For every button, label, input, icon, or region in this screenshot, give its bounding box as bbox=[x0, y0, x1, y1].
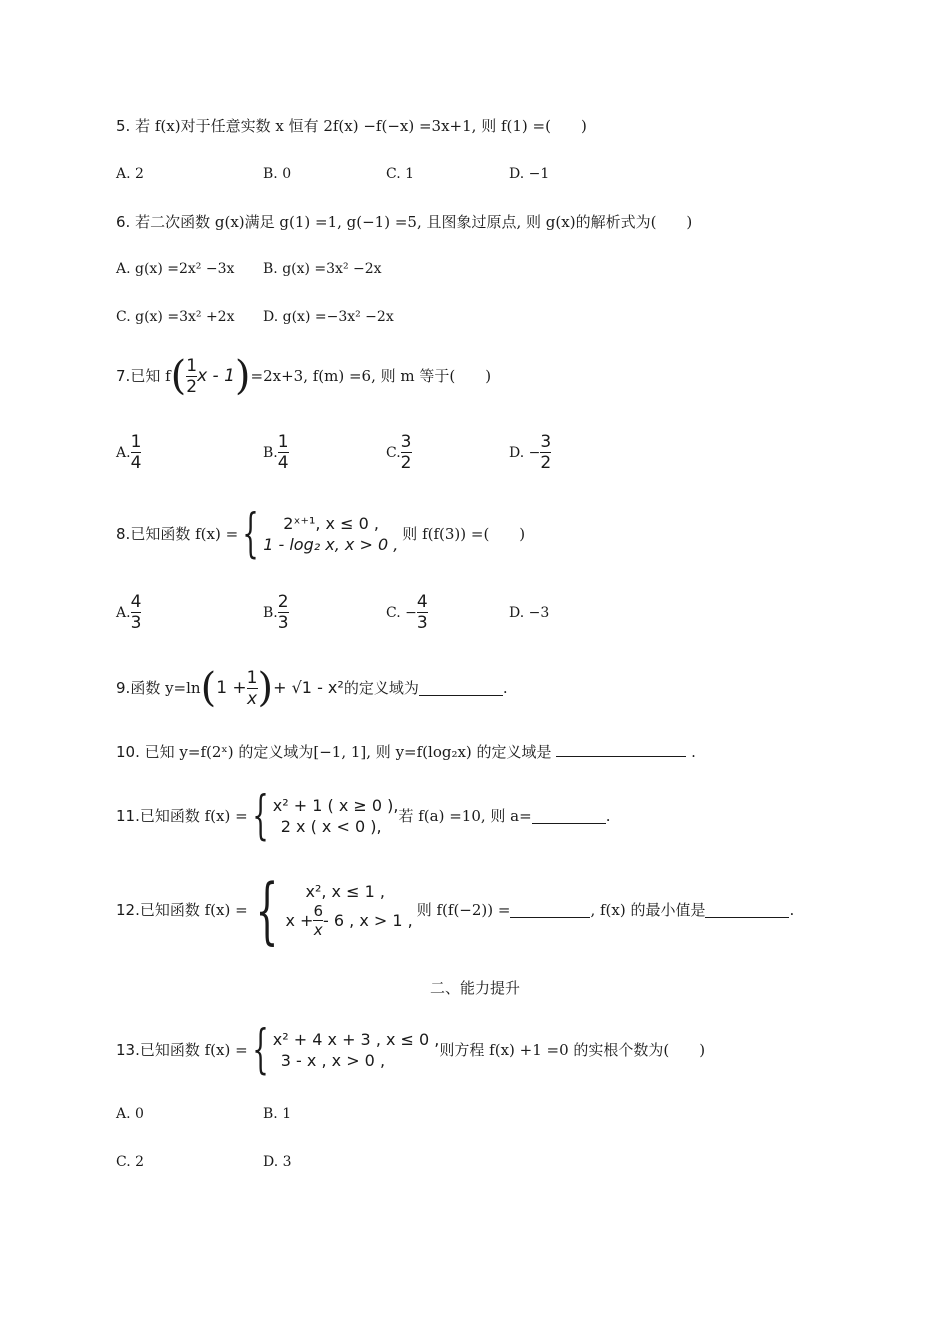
question-10 bbox=[116, 742, 696, 762]
q6-option-a: A. g(x) =2x² −3x bbox=[116, 261, 235, 277]
question-5 bbox=[116, 116, 587, 136]
q7-option-a bbox=[116, 432, 141, 473]
question-number: 7. bbox=[116, 367, 131, 385]
option-label: B. bbox=[263, 444, 278, 461]
question-number: 12. bbox=[116, 901, 140, 919]
case-1: x² + 4 x + 3 , x ≤ 0 , bbox=[272, 1030, 440, 1049]
left-paren: ( bbox=[200, 665, 217, 711]
case-1: x² + 1 ( x ≥ 0 ), bbox=[272, 796, 399, 815]
question-number: 11. bbox=[116, 807, 140, 825]
q13-option-b: B. 1 bbox=[263, 1106, 292, 1122]
q5-option-b: B. 0 bbox=[263, 166, 292, 182]
fraction-numerator: 3 bbox=[400, 432, 412, 452]
q13-option-a: A. 0 bbox=[116, 1106, 144, 1122]
q8-option-b bbox=[263, 592, 289, 633]
question-stem-post: =2x+3, f(m) =6, 则 m 等于( ) bbox=[250, 367, 492, 385]
question-number: 5. bbox=[116, 117, 131, 135]
question-stem-post: 若 f(a) =10, 则 a= bbox=[398, 807, 532, 825]
fraction bbox=[247, 668, 258, 709]
fraction-denominator: 4 bbox=[130, 453, 142, 473]
right-paren: ) bbox=[257, 665, 274, 711]
left-paren: ( bbox=[170, 353, 187, 399]
question-6 bbox=[116, 212, 692, 232]
question-11 bbox=[116, 788, 610, 844]
q7-option-b bbox=[263, 432, 289, 473]
answer-blank[interactable] bbox=[556, 742, 686, 757]
question-stem-pre: 已知函数 f(x) = bbox=[139, 807, 248, 825]
section-title: 二、能力提升 bbox=[429, 979, 520, 997]
question-stem-pre: 已知函数 f(x) = bbox=[130, 525, 239, 543]
q6-option-d: D. g(x) =−3x² −2x bbox=[263, 309, 394, 325]
question-stem: 已知 y=f(2ˣ) 的定义域为[−1, 1], 则 y=f(log₂x) 的定义域是 bbox=[144, 743, 552, 761]
fraction bbox=[186, 356, 197, 397]
question-stem-post: 则 f(f(−2)) = bbox=[416, 901, 511, 919]
fraction bbox=[131, 432, 142, 473]
left-brace: { bbox=[251, 786, 269, 846]
question-stem-pre: 函数 y=ln bbox=[130, 679, 201, 697]
fraction-numerator: 1 bbox=[246, 667, 258, 688]
fraction bbox=[417, 592, 428, 633]
q13-option-c: C. 2 bbox=[116, 1154, 145, 1170]
case-2 bbox=[286, 902, 413, 939]
end-period: . bbox=[789, 901, 795, 919]
question-number: 10. bbox=[116, 743, 140, 761]
option-label: A. bbox=[116, 604, 131, 621]
fraction-numerator: 1 bbox=[186, 355, 198, 376]
fraction-denominator: x bbox=[247, 688, 258, 709]
fraction-denominator: 4 bbox=[277, 453, 289, 473]
question-stem-pre: 已知函数 f(x) = bbox=[139, 1041, 248, 1059]
question-13 bbox=[116, 1022, 705, 1078]
fraction-numerator: 4 bbox=[130, 592, 142, 612]
question-stem: 若 f(x)对于任意实数 x 恒有 2f(x) −f(−x) =3x+1, 则 f(1) =( ) bbox=[135, 117, 587, 135]
q5-option-d: D. −1 bbox=[509, 166, 550, 182]
q6-option-b: B. g(x) =3x² −2x bbox=[263, 261, 382, 277]
piecewise-cases bbox=[273, 1029, 440, 1071]
case-2: 3 - x , x > 0 , bbox=[280, 1051, 386, 1070]
fraction-denominator: 2 bbox=[540, 453, 552, 473]
fraction bbox=[131, 592, 142, 633]
fraction bbox=[278, 432, 289, 473]
piecewise-cases bbox=[263, 513, 398, 555]
answer-blank-1[interactable] bbox=[510, 903, 590, 918]
sqrt-expr: + √1 - x² bbox=[273, 678, 344, 697]
q8-option-c bbox=[386, 592, 428, 633]
q5-option-a: A. 2 bbox=[116, 166, 144, 182]
fraction bbox=[401, 432, 412, 473]
question-9 bbox=[116, 660, 508, 716]
option-label: D. − bbox=[509, 444, 541, 461]
q7-option-c bbox=[386, 432, 412, 473]
fraction-denominator: 2 bbox=[186, 376, 198, 397]
end-period: . bbox=[691, 743, 696, 761]
fraction-numerator: 2 bbox=[277, 592, 289, 612]
question-number: 6. bbox=[116, 213, 131, 231]
q8-option-a bbox=[116, 592, 141, 633]
question-stem-post: 则方程 f(x) +1 =0 的实根个数为( ) bbox=[439, 1041, 706, 1059]
q6-option-c: C. g(x) =3x² +2x bbox=[116, 309, 235, 325]
answer-blank[interactable] bbox=[419, 681, 503, 696]
case-2-part-b: - 6 , x > 1 , bbox=[323, 911, 413, 930]
case-2: 1 - log₂ x, x > 0 , bbox=[263, 535, 399, 554]
question-number: 9. bbox=[116, 679, 131, 697]
fraction-denominator: 2 bbox=[400, 453, 412, 473]
question-7 bbox=[116, 348, 491, 404]
fraction-numerator: 1 bbox=[277, 432, 289, 452]
q13-option-d: D. 3 bbox=[263, 1154, 292, 1170]
question-stem-post: 的定义域为 bbox=[343, 679, 419, 697]
question-number: 13. bbox=[116, 1041, 140, 1059]
question-stem-mid: , f(x) 的最小值是 bbox=[590, 901, 706, 919]
fraction bbox=[278, 592, 289, 633]
piecewise-cases bbox=[273, 795, 399, 837]
option-label: B. bbox=[263, 604, 278, 621]
fraction-denominator: x bbox=[313, 921, 323, 939]
fraction bbox=[540, 432, 551, 473]
case-2-part-a: x + bbox=[285, 911, 314, 930]
fraction-denominator: 3 bbox=[416, 613, 428, 633]
case-1: 2ˣ⁺¹, x ≤ 0 , bbox=[283, 514, 379, 533]
end-period: . bbox=[605, 807, 611, 825]
q5-option-c: C. 1 bbox=[386, 166, 415, 182]
fraction-denominator: 3 bbox=[277, 613, 289, 633]
answer-blank[interactable] bbox=[532, 809, 606, 824]
fraction-numerator: 6 bbox=[313, 902, 324, 920]
left-brace: { bbox=[255, 868, 279, 952]
left-brace: { bbox=[251, 1020, 269, 1080]
fraction-numerator: 4 bbox=[416, 592, 428, 612]
end-period: . bbox=[502, 679, 508, 697]
option-label: C. bbox=[386, 444, 401, 461]
case-2: 2 x ( x < 0 ), bbox=[280, 817, 382, 836]
fraction-numerator: 3 bbox=[540, 432, 552, 452]
question-stem-pre: 已知 f bbox=[130, 367, 171, 385]
piecewise-cases bbox=[286, 881, 413, 939]
right-paren: ) bbox=[234, 353, 251, 399]
inner-expr: x - 1 bbox=[197, 366, 235, 386]
question-stem-post: 则 f(f(3)) =( ) bbox=[402, 525, 526, 543]
q8-option-d: D. −3 bbox=[509, 605, 550, 621]
q7-option-d bbox=[509, 432, 551, 473]
left-brace: { bbox=[242, 504, 259, 564]
fraction-denominator: 3 bbox=[130, 613, 142, 633]
case-1: x², x ≤ 1 , bbox=[305, 882, 385, 901]
question-number: 8. bbox=[116, 525, 131, 543]
option-label: C. − bbox=[386, 604, 417, 621]
question-stem-pre: 已知函数 f(x) = bbox=[139, 901, 248, 919]
question-8 bbox=[116, 506, 525, 562]
question-12 bbox=[116, 870, 794, 950]
one-plus: 1 + bbox=[216, 678, 247, 698]
option-label: A. bbox=[116, 444, 131, 461]
fraction-numerator: 1 bbox=[130, 432, 142, 452]
fraction bbox=[313, 902, 323, 939]
question-stem: 若二次函数 g(x)满足 g(1) =1, g(−1) =5, 且图象过原点, 则 g(x)的解析式为( ) bbox=[135, 213, 693, 231]
answer-blank-2[interactable] bbox=[705, 903, 789, 918]
